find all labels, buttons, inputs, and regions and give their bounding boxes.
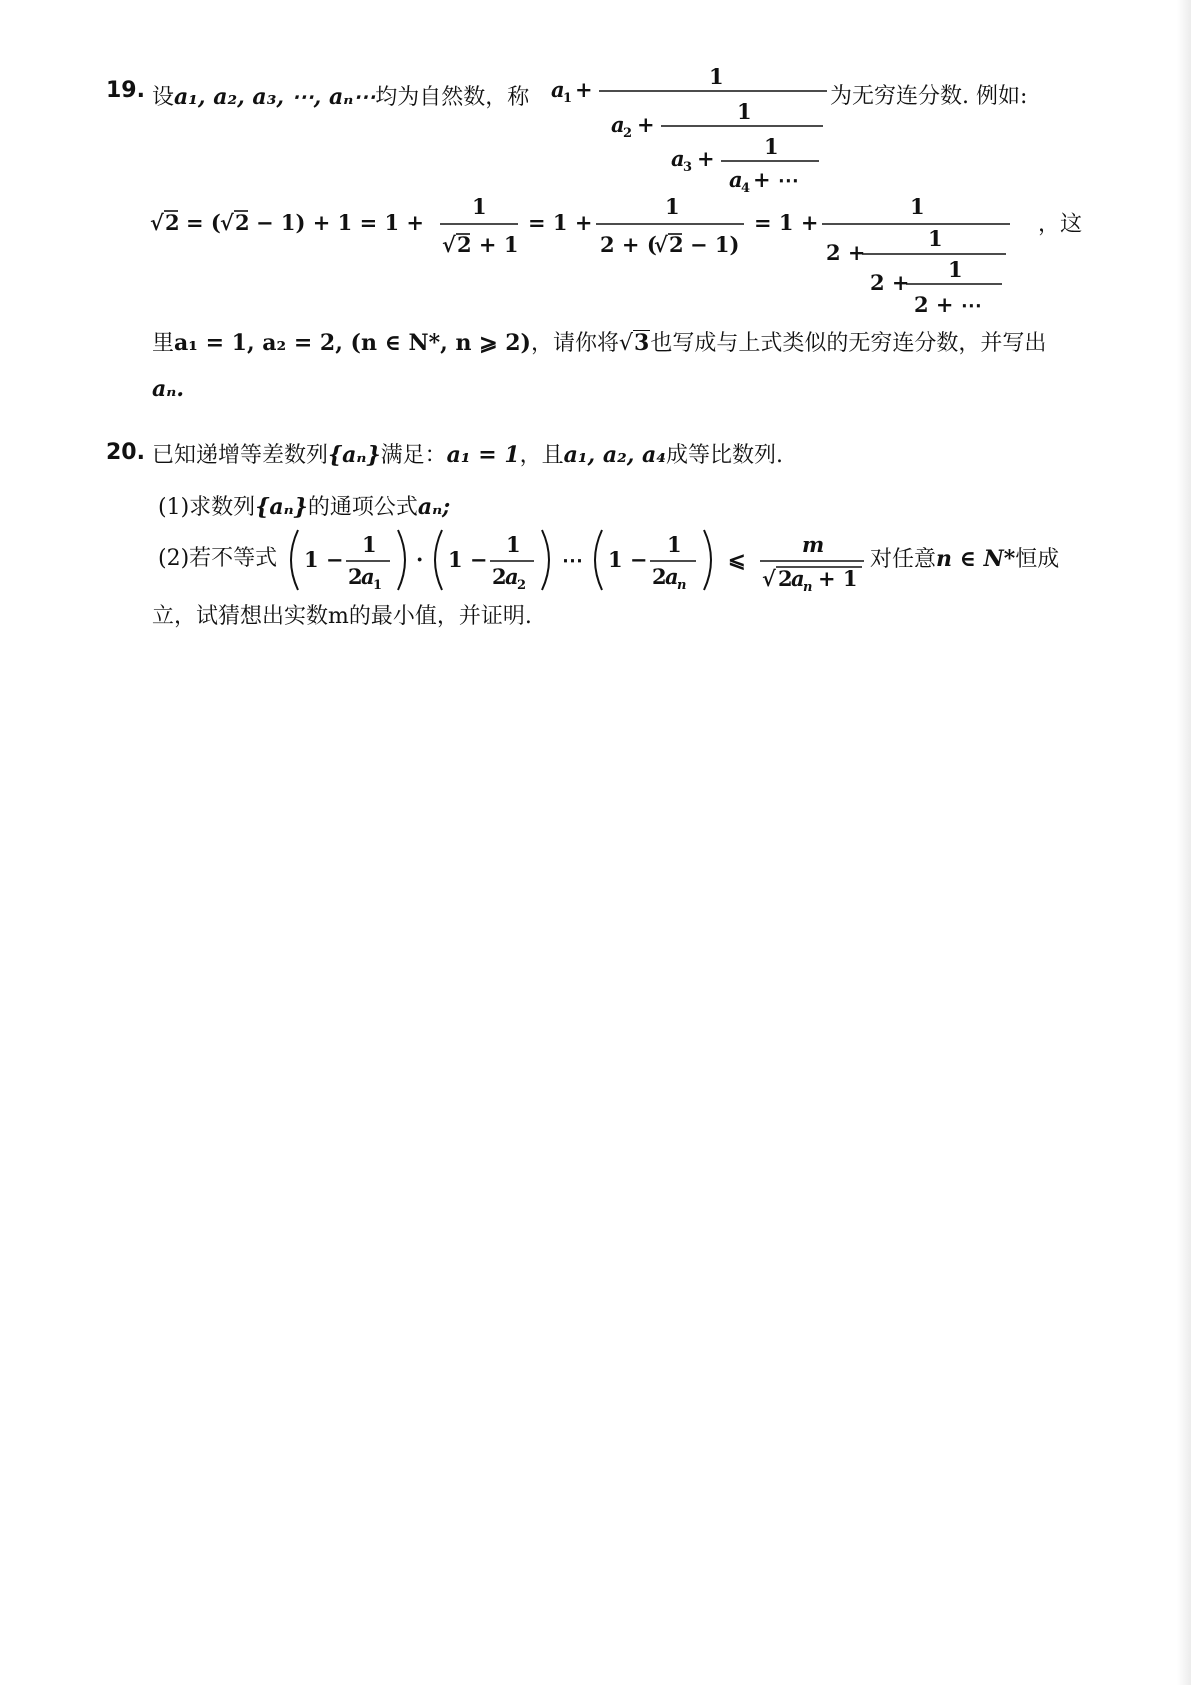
svg-text:1 −: 1 − [608, 547, 648, 572]
svg-text:+: + [575, 77, 593, 102]
svg-text:2: 2 [348, 564, 363, 589]
svg-text:− 1) + 1 = 1 +: − 1) + 1 = 1 + [256, 210, 425, 235]
problem-20-part2-line2: 立，试猜想出实数m的最小值，并证明. [152, 604, 532, 629]
svg-text:1 −: 1 − [304, 547, 344, 572]
part-label: (2) [158, 546, 190, 571]
svg-text:1: 1 [373, 578, 383, 593]
svg-text:+ ⋯: + ⋯ [753, 167, 799, 192]
svg-text:= (: = ( [186, 210, 221, 235]
text: 若不等式 [189, 546, 278, 571]
math-an: aₙ; [417, 494, 451, 520]
svg-text:1: 1 [764, 134, 779, 159]
svg-text:√: √ [220, 210, 234, 235]
math-vars: a₁, a₂, a₃, ⋯, aₙ⋯ [174, 84, 376, 110]
svg-text:+: + [637, 112, 655, 137]
svg-text:1: 1 [709, 64, 724, 89]
problem-19-example-tail: ，这 [1038, 212, 1083, 237]
svg-text:1: 1 [563, 91, 573, 106]
sqrt2-example-svg [150, 184, 1070, 324]
continued-fraction-definition [551, 62, 827, 197]
problem-20-part1 [158, 496, 450, 519]
svg-text:2: 2 [623, 126, 633, 141]
svg-text:·: · [416, 547, 424, 572]
svg-text:2: 2 [492, 564, 507, 589]
svg-text:+ 1: + 1 [818, 566, 858, 591]
svg-text:a: a [611, 112, 625, 137]
svg-text:1: 1 [362, 532, 377, 557]
svg-text:2: 2 [517, 578, 527, 593]
svg-text:2 + ⋯: 2 + ⋯ [914, 292, 982, 317]
svg-text:1: 1 [737, 99, 752, 124]
sqrt3-symbol: √ 3 [618, 330, 650, 357]
problem-19-intro-suffix: 为无穷连分数. 例如: [830, 84, 1028, 109]
svg-text:2 +: 2 + [870, 270, 910, 295]
svg-text:√: √ [762, 566, 776, 591]
svg-text:a: a [791, 566, 805, 591]
svg-text:1 −: 1 − [448, 547, 488, 572]
svg-text:n: n [803, 580, 813, 595]
page-edge-shadow [1177, 0, 1191, 1685]
continued-fraction-svg [551, 62, 827, 197]
svg-text:a: a [361, 564, 375, 589]
svg-text:a: a [505, 564, 519, 589]
text: 的通项公式 [307, 495, 418, 520]
svg-text:n: n [677, 578, 687, 593]
svg-text:2: 2 [669, 232, 684, 257]
sqrt2-example [150, 184, 1070, 324]
problem-19-intro [152, 86, 529, 109]
text: 成等比数列. [665, 443, 783, 468]
svg-text:2: 2 [652, 564, 667, 589]
svg-text:√: √ [150, 210, 164, 235]
svg-text:1: 1 [472, 194, 487, 219]
svg-text:a: a [729, 167, 743, 192]
problem-19-number: 19. [106, 78, 145, 103]
svg-text:− 1): − 1) [690, 232, 740, 257]
problem-20-intro [152, 444, 783, 467]
inequality-svg [282, 520, 872, 600]
svg-text:1: 1 [910, 194, 925, 219]
svg-text:⩽: ⩽ [728, 547, 746, 572]
problem-20-part2-label [158, 548, 277, 570]
text: 均为自然数，称 [375, 85, 530, 110]
problem-19-line4: aₙ. [152, 376, 184, 402]
svg-text:√: √ [654, 232, 668, 257]
part-label: (1) [158, 495, 190, 520]
svg-text:a: a [671, 146, 685, 171]
text: 设 [152, 85, 175, 110]
svg-text:⋯: ⋯ [562, 547, 583, 572]
text: 已知递增等差数列 [152, 443, 329, 468]
svg-text:2: 2 [778, 566, 793, 591]
svg-text:1: 1 [665, 194, 680, 219]
text: 对任意 [870, 547, 937, 572]
svg-text:a: a [665, 564, 679, 589]
svg-text:= 1 +: = 1 + [528, 210, 593, 235]
text: ，请你将 [530, 331, 619, 357]
problem-20-number: 20. [106, 440, 145, 465]
text: ，且 [519, 443, 564, 468]
svg-text:1: 1 [506, 532, 521, 557]
problem-19-line3 [152, 330, 1046, 355]
svg-text:2 +: 2 + [826, 240, 866, 265]
svg-text:1: 1 [667, 532, 682, 557]
svg-text:1: 1 [948, 257, 963, 282]
svg-text:m: m [802, 532, 825, 557]
math-seq: {aₙ} [255, 494, 308, 520]
svg-text:2: 2 [165, 210, 180, 235]
svg-text:2: 2 [235, 210, 250, 235]
text: 也写成与上式类似的无穷连分数，并写出 [650, 331, 1047, 357]
svg-text:+: + [697, 146, 715, 171]
text: 里 [152, 331, 175, 357]
inequality-formula [282, 520, 872, 600]
svg-text:2 + (: 2 + ( [600, 232, 657, 257]
svg-text:a: a [551, 77, 565, 102]
svg-text:4: 4 [741, 181, 751, 196]
math-seq: {aₙ} [328, 442, 381, 468]
math-cond: a₁ = 1 [446, 442, 520, 468]
svg-text:√: √ [442, 232, 456, 257]
math-terms: a₁, a₂, a₄ [563, 442, 666, 468]
text: 满足： [380, 443, 447, 468]
svg-text:2 + 1: 2 + 1 [457, 232, 519, 257]
math-conditions: a₁ = 1, a₂ = 2, (n ∈ N*, n ⩾ 2) [174, 330, 531, 357]
math-cond: n ∈ N* [936, 546, 1016, 572]
text: 恒成 [1015, 547, 1060, 572]
svg-text:1: 1 [928, 226, 943, 251]
svg-text:= 1 +: = 1 + [754, 210, 819, 235]
svg-text:3: 3 [683, 160, 693, 175]
text: 求数列 [189, 495, 256, 520]
problem-20-part2-tail [870, 548, 1059, 571]
